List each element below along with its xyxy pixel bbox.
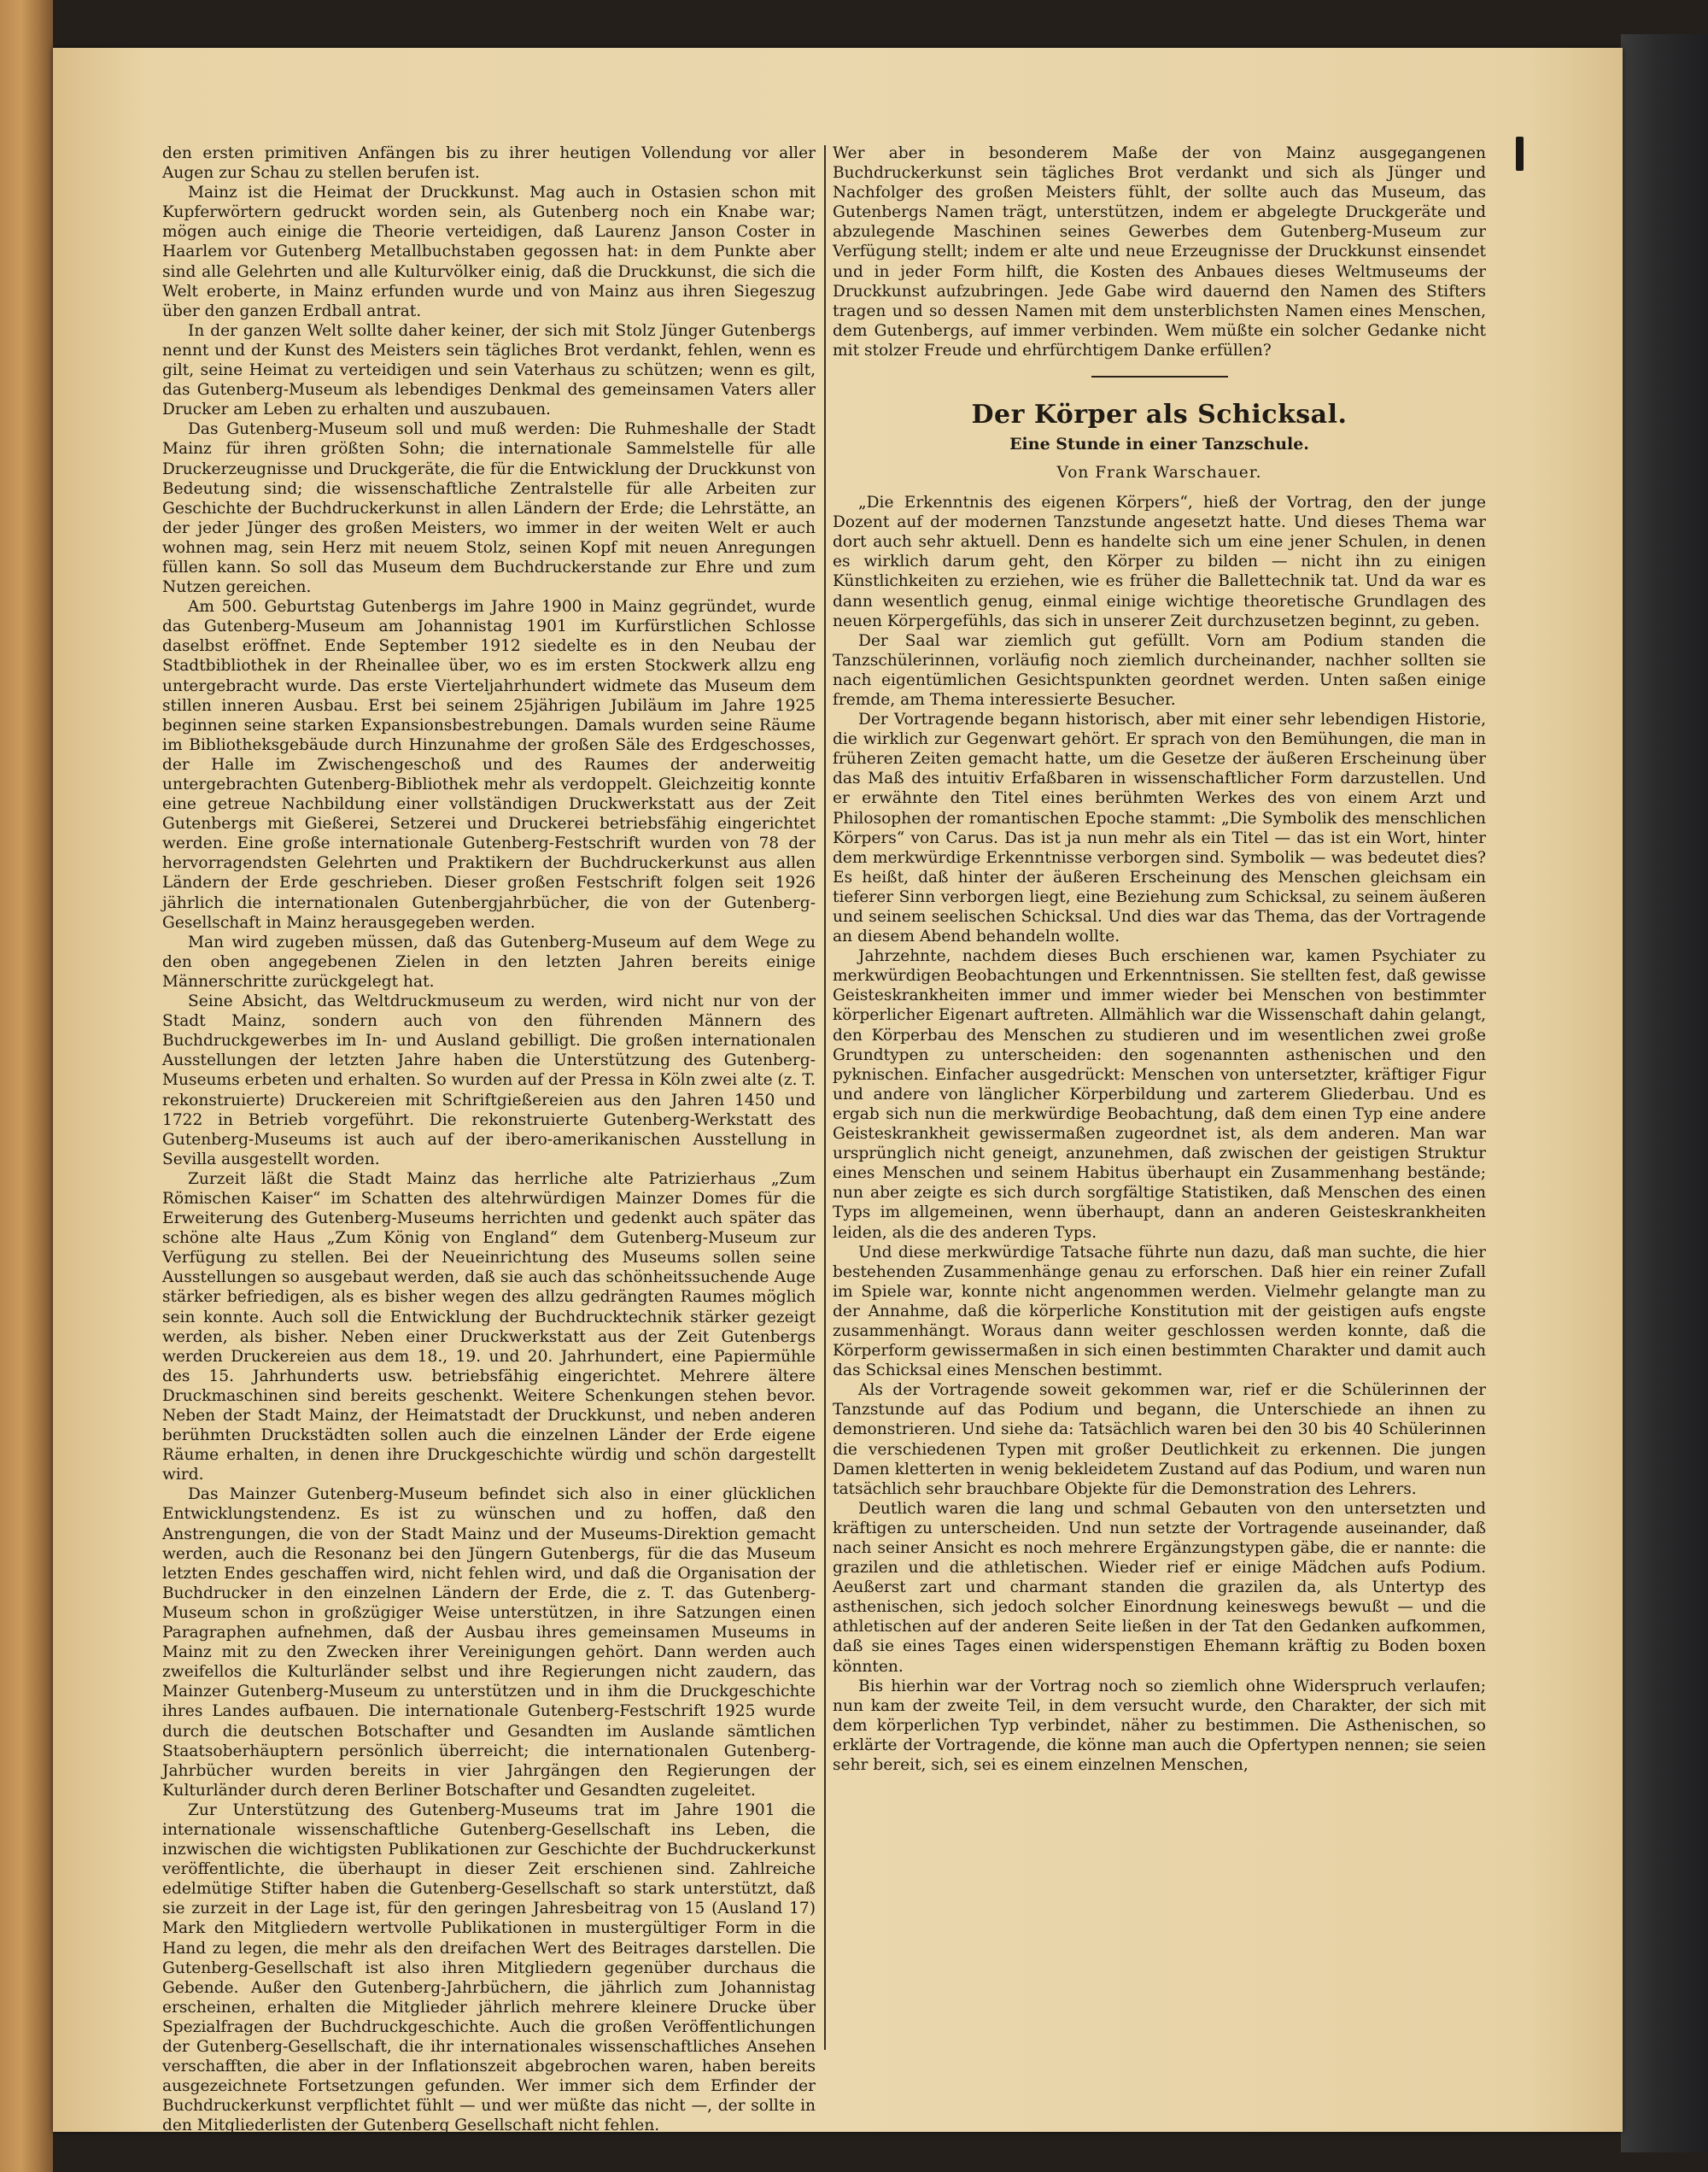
- paragraph: Der Saal war ziemlich gut gefüllt. Vorn am Podium standen die Tanzschülerinnen, vorläufig noch ziemlich durcheinander, nachher sollten sie nach eigentümlichen Gesichtspunkten geordnet werden. Unten saßen einige fremde, am Thema interessierte Besucher.: [833, 631, 1486, 709]
- paragraph: Zur Unterstützung des Gutenberg-Museums trat im Jahre 1901 die internationale wissenschaftliche Gutenberg-Gesellschaft ins Leben, die inzwischen die wichtigsten Publikationen zur Geschichte der Buchdruckerkunst veröffentlichte, die überhaupt in dieser Zeit erschienen sind. Zahlreiche edelmütige Stifter haben die Gutenberg-Gesellschaft so stark unterstützt, daß sie zurzeit in der Lage ist, für den geringen Jahresbeitrag von 15 (Ausland 17) Mark den Mitgliedern wertvolle Publikationen in mustergültiger Form in die Hand zu legen, die mehr als den dreifachen Wert des Beitrages darstellen. Die Gutenberg-Gesellschaft ist also ihren Mitgliedern gegenüber durchaus die Gebende. Außer den Gutenberg-Jahrbüchern, die jährlich zum Johannistag erscheinen, erhalten die Mitglieder jährlich mehrere kleinere Drucke über Spezialfragen der Buchdruckgeschichte. Auch die großen Veröffentlichungen der Gutenberg-Gesellschaft, die ihr internationales wissenschaftliches Ansehen verschafften, die aber in der Inflationszeit abgebrochen waren, haben bereits ausgezeichnete Fortsetzungen gefunden. Wer immer sich dem Erfinder der Buchdruckerkunst verpflichtet fühlt — und wer müßte das nicht —, der sollte in den Mitgliederlisten der Gutenberg Gesellschaft nicht fehlen.: [162, 1800, 816, 2135]
- paragraph: Wer aber in besonderem Maße der von Mainz ausgegangenen Buchdruckerkunst sein tägliches Brot verdankt und sich als Jünger und Nachfolger des großen Meisters fühlt, der sollte auch das Museum, das Gutenbergs Namen trägt, unterstützen, indem er abgelegte Druckgeräte und abzulegende Maschinen seines Gewerbes dem Gutenberg-Museum zur Verfügung stellt; indem er alte und neue Erzeugnisse der Druckkunst einsendet und in jeder Form hilft, die Kosten des Anbaues dieses Weltmuseums der Druckkunst aufzubringen. Jede Gabe wird dauernd den Namen des Stifters tragen und so dessen Namen mit dem unsterblichsten Namen eines Menschen, dem Gutenbergs, auf immer verbinden. Wem müßte ein solcher Gedanke nicht mit stolzer Freude und ehrfürchtigem Danke erfüllen?: [833, 144, 1486, 360]
- paragraph: In der ganzen Welt sollte daher keiner, der sich mit Stolz Jünger Gutenbergs nennt und der Kunst des Meisters sein tägliches Brot verdankt, fehlen, wenn es gilt, seine Heimat zu verteidigen und sein Vaterhaus zu schützen; wenn es gilt, das Gutenberg-Museum als lebendiges Denkmal des gemeinsamen Vaters aller Drucker am Leben zu erhalten und auszubauen.: [162, 321, 816, 419]
- paragraph: Man wird zugeben müssen, daß das Gutenberg-Museum auf dem Wege zu den oben angegebenen Zielen in den letzten Jahren bereits einige Männerschritte zurückgelegt hat.: [162, 933, 816, 991]
- paragraph: Das Gutenberg-Museum soll und muß werden: Die Ruhmeshalle der Stadt Mainz für ihren größten Sohn; die internationale Sammelstelle für alle Druckerzeugnisse und Druckgeräte, die für die Entwicklung der Druckkunst von Bedeutung sind; die wissenschaftliche Zentralstelle für alle Arbeiten zur Geschichte der Buchdruckerkunst in allen Ländern der Erde; die Lehrstätte, an der jeder Jünger des großen Meisters, wo immer in der weiten Welt er auch wohnen mag, sein Herz mit neuem Stolz, seinen Kopf mit neuen Anregungen füllen kann. So soll das Museum dem Buchdruckerstande zur Ehre und zum Nutzen gereichen.: [162, 420, 816, 597]
- column-divider: [824, 145, 826, 2050]
- paragraph: Am 500. Geburtstag Gutenbergs im Jahre 1900 in Mainz gegründet, wurde das Gutenberg-Museum am Johannistag 1901 im Kurfürstlichen Schlosse daselbst eröffnet. Ende September 1912 siedelte es in den Neubau der Stadtbibliothek in der Rheinallee über, wo es im ersten Stockwerk allzu eng untergebracht wurde. Das erste Vierteljahrhundert widmete das Museum dem stillen inneren Ausbau. Erst bei seinem 25jährigen Jubiläum im Jahre 1925 beginnen seine starken Expansionsbestrebungen. Damals wurden seine Räume im Bibliotheksgebäude durch Hinzunahme der großen Säle des Erdgeschosses, der Halle im Zwischengeschoß und des Raumes der anderweitig untergebrachten Gutenberg-Bibliothek mehr als verdoppelt. Gleichzeitig konnte eine getreue Nachbildung einer vollständigen Druckwerkstatt aus der Zeit Gutenbergs mit Gießerei, Setzerei und Druckerei betriebsfähig eingerichtet werden. Eine große internationale Gutenberg-Festschrift wurden von 78 der hervorragendsten Gelehrten und Praktikern der Buchdruckerkunst aus allen Ländern der Erde geschrieben. Dieser großen Festschrift folgen seit 1926 jährlich die internationalen Gutenbergjahrbücher, die von der Gutenberg-Gesellschaft in Mainz herausgegeben werden.: [162, 598, 816, 932]
- paragraph: Zurzeit läßt die Stadt Mainz das herrliche alte Patrizierhaus „Zum Römischen Kaiser“ im Schatten des altehrwürdigen Mainzer Domes für die Erweiterung des Gutenberg-Museums herrichten und gedenkt auch später das schöne alte Haus „Zum König von England“ dem Gutenberg-Museum zur Verfügung zu stellen. Bei der Neueinrichtung des Museums sollen seine Ausstellungen so ausgebaut werden, daß sie auch das schönheitssuchende Auge stärker befriedigen, als es bisher wegen des allzu gedrängten Raumes möglich sein konnte. Auch soll die Entwicklung der Buchdrucktechnik stärker gezeigt werden, als bisher. Neben einer Druckwerkstatt aus der Zeit Gutenbergs werden Druckereien aus dem 18., 19. und 20. Jahrhundert, eine Papiermühle des 15. Jahrhunderts usw. betriebsfähig eingerichtet. Mehrere ältere Druckmaschinen sind bereits geschenkt. Weitere Schenkungen stehen bevor. Neben der Stadt Mainz, der Heimatstadt der Druckkunst, und neben anderen berühmten Druckstädten sollen auch die einzelnen Länder der Erde eigene Räume erhalten, in denen ihre Druckgeschichte würdig und schön dargestellt wird.: [162, 1169, 816, 1484]
- facing-page-edge: [0, 0, 53, 2172]
- book-cover-edge: [1621, 34, 1708, 2152]
- article-subheadline: Eine Stunde in einer Tanzschule.: [1009, 435, 1309, 454]
- page-mark: [1516, 137, 1524, 171]
- paragraph: Seine Absicht, das Weltdruckmuseum zu werden, wird nicht nur von der Stadt Mainz, sondern auch von den führenden Männern des Buchdruckgewerbes im In- und Ausland gebilligt. Die großen internationalen Ausstellungen der letzten Jahre haben die Unterstützung des Gutenberg-Museums erbeten und erhalten. So wurden auf der Pressa in Köln zwei alte (z. T. rekonstruierte) Druckereien mit Schriftgießereien aus den Jahren 1450 und 1722 in Betrieb vorgeführt. Die rekonstruierte Gutenberg-Werkstatt des Gutenberg-Museums ist auch auf der ibero-amerikanischen Ausstellung in Sevilla ausgestellt worden.: [162, 992, 816, 1168]
- paragraph: den ersten primitiven Anfängen bis zu ihrer heutigen Vollendung vor aller Augen zur Schau zu stellen berufen ist.: [162, 144, 816, 183]
- paragraph: Bis hierhin war der Vortrag noch so ziemlich ohne Widerspruch verlaufen; nun kam der zweite Teil, in dem versucht wurde, den Charakter, der sich mit dem körperlichen Typ verbindet, näher zu bestimmen. Die Asthenischen, so erklärte der Vortragende, die könne man auch die Opfertypen nennen; sie seien sehr bereit, sich, sei es einem einzelnen Menschen,: [833, 1677, 1486, 1775]
- paragraph: Und diese merkwürdige Tatsache führte nun dazu, daß man suchte, die hier bestehenden Zusammenhänge genau zu erforschen. Daß hier ein reiner Zufall im Spiele war, konnte nicht angenommen werden. Vielmehr gelangte man zu der Annahme, daß die körperliche Konstitution mit der geistigen aufs engste zusammenhängt. Woraus dann weiter geschlossen werden konnte, daß die Körperform gewissermaßen in sich einen bestimmten Charakter und damit auch das Schicksal eines Menschen bestimmt.: [833, 1243, 1486, 1380]
- article-separator: [1091, 376, 1228, 378]
- article-byline: Von Frank Warschauer.: [1056, 464, 1262, 483]
- paragraph: Deutlich waren die lang und schmal Gebauten von den untersetzten und kräftigen zu unterscheiden. Und nun setzte der Vortragende auseinander, daß nach seiner Ansicht es noch mehrere Ergänzungstypen gäbe, die er nannte: die grazilen und die athletischen. Wieder rief er einige Mädchen aufs Podium. Aeußerst zart und charmant standen die grazilen da, als Untertyp des asthenischen, sich jedoch solcher Einordnung keineswegs bewußt — und die athletischen auf der anderen Seite ließen in der Tat den Gedanken aufkommen, daß sie eines Tages einen widerspenstigen Ehemann kräftig zu Boden boxen könnten.: [833, 1499, 1486, 1676]
- paragraph: Als der Vortragende soweit gekommen war, rief er die Schülerinnen der Tanzstunde auf das Podium und begann, die Unterschiede an ihnen zu demonstrieren. Und siehe da: Tatsächlich waren bei den 30 bis 40 Schülerinnen die verschiedenen Typen mit großer Deutlichkeit zu erkennen. Die jungen Damen kletterten in wenig bekleidetem Zustand auf das Podium, und waren nun tatsächlich sehr brauchbare Objekte für die Demonstration des Lehrers.: [833, 1381, 1486, 1498]
- paragraph: Mainz ist die Heimat der Druckkunst. Mag auch in Ostasien schon mit Kupferwörtern gedruckt worden sein, als Gutenberg noch ein Knabe war; mögen auch einige die Theorie verteidigen, daß Laurenz Janson Coster in Haarlem vor Gutenberg Metallbuchstaben gegossen hat: in dem Punkte aber sind alle Gelehrten und alle Kulturvölker einig, daß die Druckkunst, die sich die Welt eroberte, in Mainz erfunden wurde und von Mainz aus ihren Siegeszug über den ganzen Erdball antrat.: [162, 184, 816, 320]
- paragraph: „Die Erkenntnis des eigenen Körpers“, hieß der Vortrag, den der junge Dozent auf der modernen Tanzstunde angesetzt hatte. Und dieses Thema war dort auch sehr aktuell. Denn es handelte sich um eine jener Schulen, in denen es wirklich darum geht, den Körper zu bilden — nicht ihn zu einigen Künstlichkeiten zu erziehen, wie es früher die Ballettechnik tat. Und da war es dann wesentlich genug, einmal einige wichtige theoretische Grundlagen des neuen Körpergefühls, das sich in unserer Zeit durchzusetzen beginnt, zu geben.: [833, 494, 1486, 630]
- paragraph: Der Vortragende begann historisch, aber mit einer sehr lebendigen Historie, die wirklich zur Gegenwart gehört. Er sprach von den Bemühungen, die man in früheren Zeiten gemacht hatte, um die Gesetze der äußeren Erscheinung über das Maß des intuitiv Erfaßbaren in wissenschaftlicher Form darzustellen. Und er erwähnte den Titel eines berühmten Werkes des von einem Arzt und Philosophen der romantischen Epoche stammt: „Die Symbolik des menschlichen Körpers“ von Carus. Das ist ja nun mehr als ein Titel — das ist ein Wort, hinter dem merkwürdige Erkenntnisse verborgen sind. Symbolik — was bedeutet dies? Es heißt, daß hinter der äußeren Erscheinung des Menschen gleichsam ein tieferer Sinn verborgen liegt, eine Beziehung zum Schicksal, zu seinem äußeren und seinem seelischen Schicksal. Und dies war das Thema, das der Vortragende an diesem Abend behandeln wollte.: [833, 711, 1486, 946]
- article-headline: Der Körper als Schicksal.: [971, 400, 1348, 430]
- right-column: [833, 143, 1486, 1775]
- paragraph: Das Mainzer Gutenberg-Museum befindet sich also in einer glücklichen Entwicklungstendenz. Es ist zu wünschen und zu hoffen, daß den Anstrengungen, die von der Stadt Mainz und der Museums-Direktion gemacht werden, auch die Resonanz bei den Jüngern Gutenbergs, für die das Museum letzten Endes geschaffen wird, nicht fehlen wird, und daß die Organisation der Buchdrucker in den einzelnen Ländern der Erde, die z. T. das Gutenberg-Museum schon in großzügiger Weise unterstützen, in ihre Satzungen einen Paragraphen aufnehmen, daß der Ausbau ihres gemeinsamen Museums in Mainz mit zu den Zwecken ihrer Vereinigungen gehört. Dann werden auch zweifellos die Kulturländer selbst und ihre Regierungen nicht zaudern, das Mainzer Gutenberg-Museum zu unterstützen und in ihm die Druckgeschichte ihres Landes aufbauen. Die internationale Gutenberg-Festschrift 1925 wurde durch die deutschen Botschafter und Gesandten im Auslande sämtlichen Staatsoberhäuptern persönlich überreicht; die internationalen Gutenberg-Jahrbücher wurden bereits in vier Jahrgängen den Regierungen der Kulturländer durch deren Berliner Botschafter und Gesandten zugeleitet.: [162, 1485, 816, 1800]
- left-column: [162, 143, 816, 2135]
- paragraph: Jahrzehnte, nachdem dieses Buch erschienen war, kamen Psychiater zu merkwürdigen Beobachtungen und Erkenntnissen. Sie stellten fest, daß gewisse Geisteskrankheiten immer und immer wieder bei Menschen von bestimmter körperlicher Eigenart auftreten. Allmählich war die Wissenschaft dahin gelangt, den Körperbau des Menschen zu studieren und im wesentlichen zwei große Grundtypen zu unterscheiden: den sogenannten asthenischen und den pyknischen. Einfacher ausgedrückt: Menschen von untersetzter, kräftiger Figur und andere von länglicher Körperbildung und zarterem Gliederbau. Und es ergab sich nun die merkwürdige Beobachtung, daß dem einen Typ eine andere Geisteskrankheit gewissermaßen zugeordnet ist, als dem anderen. Man war ursprünglich nicht geneigt, anzunehmen, daß zwischen der geistigen Struktur eines Menschen und seinem Habitus überhaupt ein Zusammenhang bestände; nun aber zeigte es sich durch sorgfältige Statistiken, daß Menschen des einen Typs im allgemeinen, wenn überhaupt, dann an anderen Geisteskrankheiten leiden, als die des anderen Typs.: [833, 947, 1486, 1242]
